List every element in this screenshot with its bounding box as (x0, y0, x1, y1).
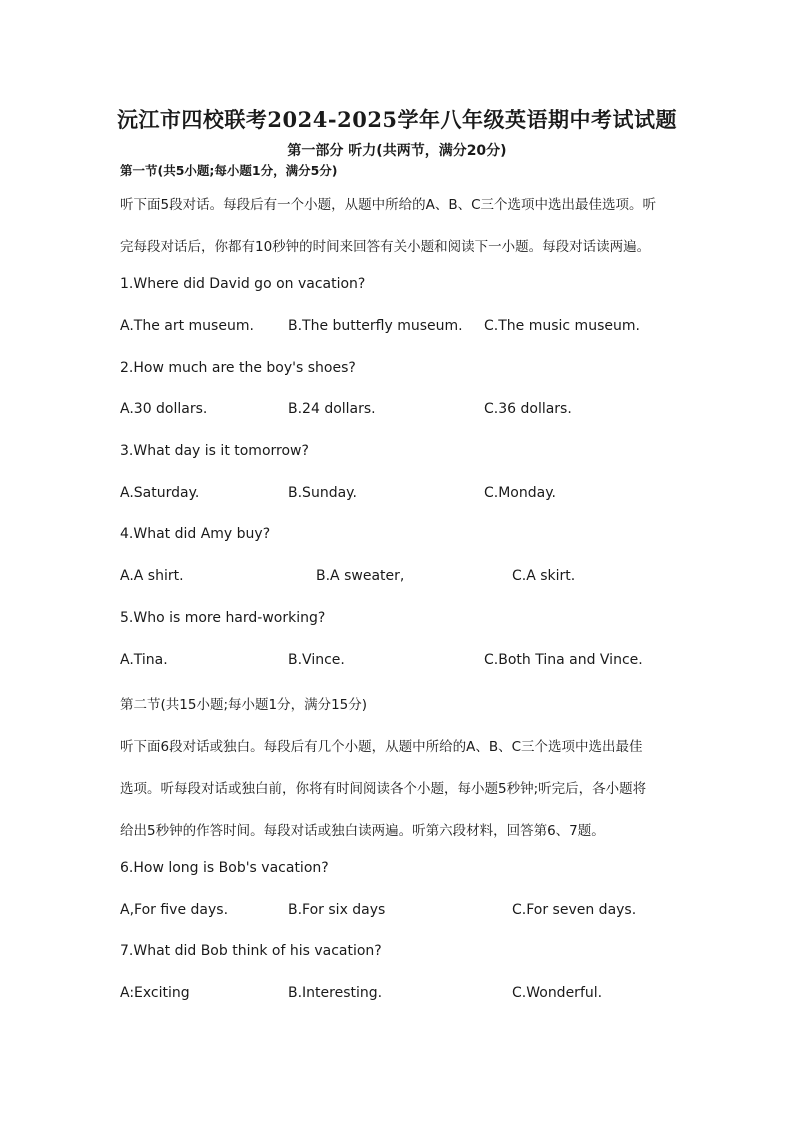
section1-instruction-line: 听下面5段对话。每段后有一个小题，从题中所给的A、B、C三个选项中选出最佳选项。听 (120, 197, 657, 213)
option-c: C.Wonderful. (512, 985, 603, 1001)
question-5: 5.Who is more hard-working? (120, 610, 326, 626)
option-a: A.30 dollars. (120, 401, 208, 417)
section1-instruction-line: 完每段对话后，你都有10秒钟的时间来回答有关小题和阅读下一小题。每段对话读两遍。 (120, 239, 651, 255)
option-a: A:Exciting (120, 985, 190, 1001)
section2-heading: 第二节(共15小题;每小题1分，满分15分) (120, 697, 368, 713)
part-heading: 第一部分 听力(共两节，满分20分) (287, 143, 507, 159)
option-c: C.The music museum. (484, 318, 640, 334)
option-a: A,For five days. (120, 902, 229, 918)
question-3: 3.What day is it tomorrow? (120, 443, 309, 459)
option-c: C.For seven days. (512, 902, 637, 918)
question-4: 4.What did Amy buy? (120, 526, 271, 542)
option-b: B.Sunday. (288, 485, 357, 501)
option-c: C.36 dollars. (484, 401, 572, 417)
exam-title: 沅江市四校联考2024-2025学年八年级英语期中考试试题 (116, 107, 678, 132)
option-b: B.24 dollars. (288, 401, 376, 417)
option-a: A.A shirt. (120, 568, 184, 584)
question-6: 6.How long is Bob's vacation? (120, 860, 329, 876)
option-a: A.The art museum. (120, 318, 254, 334)
option-b: B.Vince. (288, 652, 345, 668)
option-c: C.A skirt. (512, 568, 576, 584)
option-b: B.A sweater, (316, 568, 405, 584)
section2-instruction-line: 听下面6段对话或独白。每段后有几个小题，从题中所给的A、B、C三个选项中选出最佳 (120, 739, 643, 755)
option-b: B.The butterfly museum. (288, 318, 463, 334)
option-a: A.Tina. (120, 652, 168, 668)
option-b: B.For six days (288, 902, 386, 918)
question-7: 7.What did Bob think of his vacation? (120, 943, 382, 959)
question-2: 2.How much are the boy's shoes? (120, 360, 356, 376)
option-b: B.Interesting. (288, 985, 383, 1001)
section1-heading: 第一节(共5小题;每小题1分，满分5分) (120, 163, 338, 178)
section2-instruction-line: 给出5秒钟的作答时间。每段对话或独白读两遍。听第六段材料，回答第6、7题。 (120, 823, 605, 839)
question-1: 1.Where did David go on vacation? (120, 276, 366, 292)
option-c: C.Monday. (484, 485, 556, 501)
option-c: C.Both Tina and Vince. (484, 652, 643, 668)
section2-instruction-line: 选项。听每段对话或独白前，你将有时间阅读各个小题，每小题5秒钟;听完后，各小题将 (120, 781, 647, 797)
option-a: A.Saturday. (120, 485, 200, 501)
